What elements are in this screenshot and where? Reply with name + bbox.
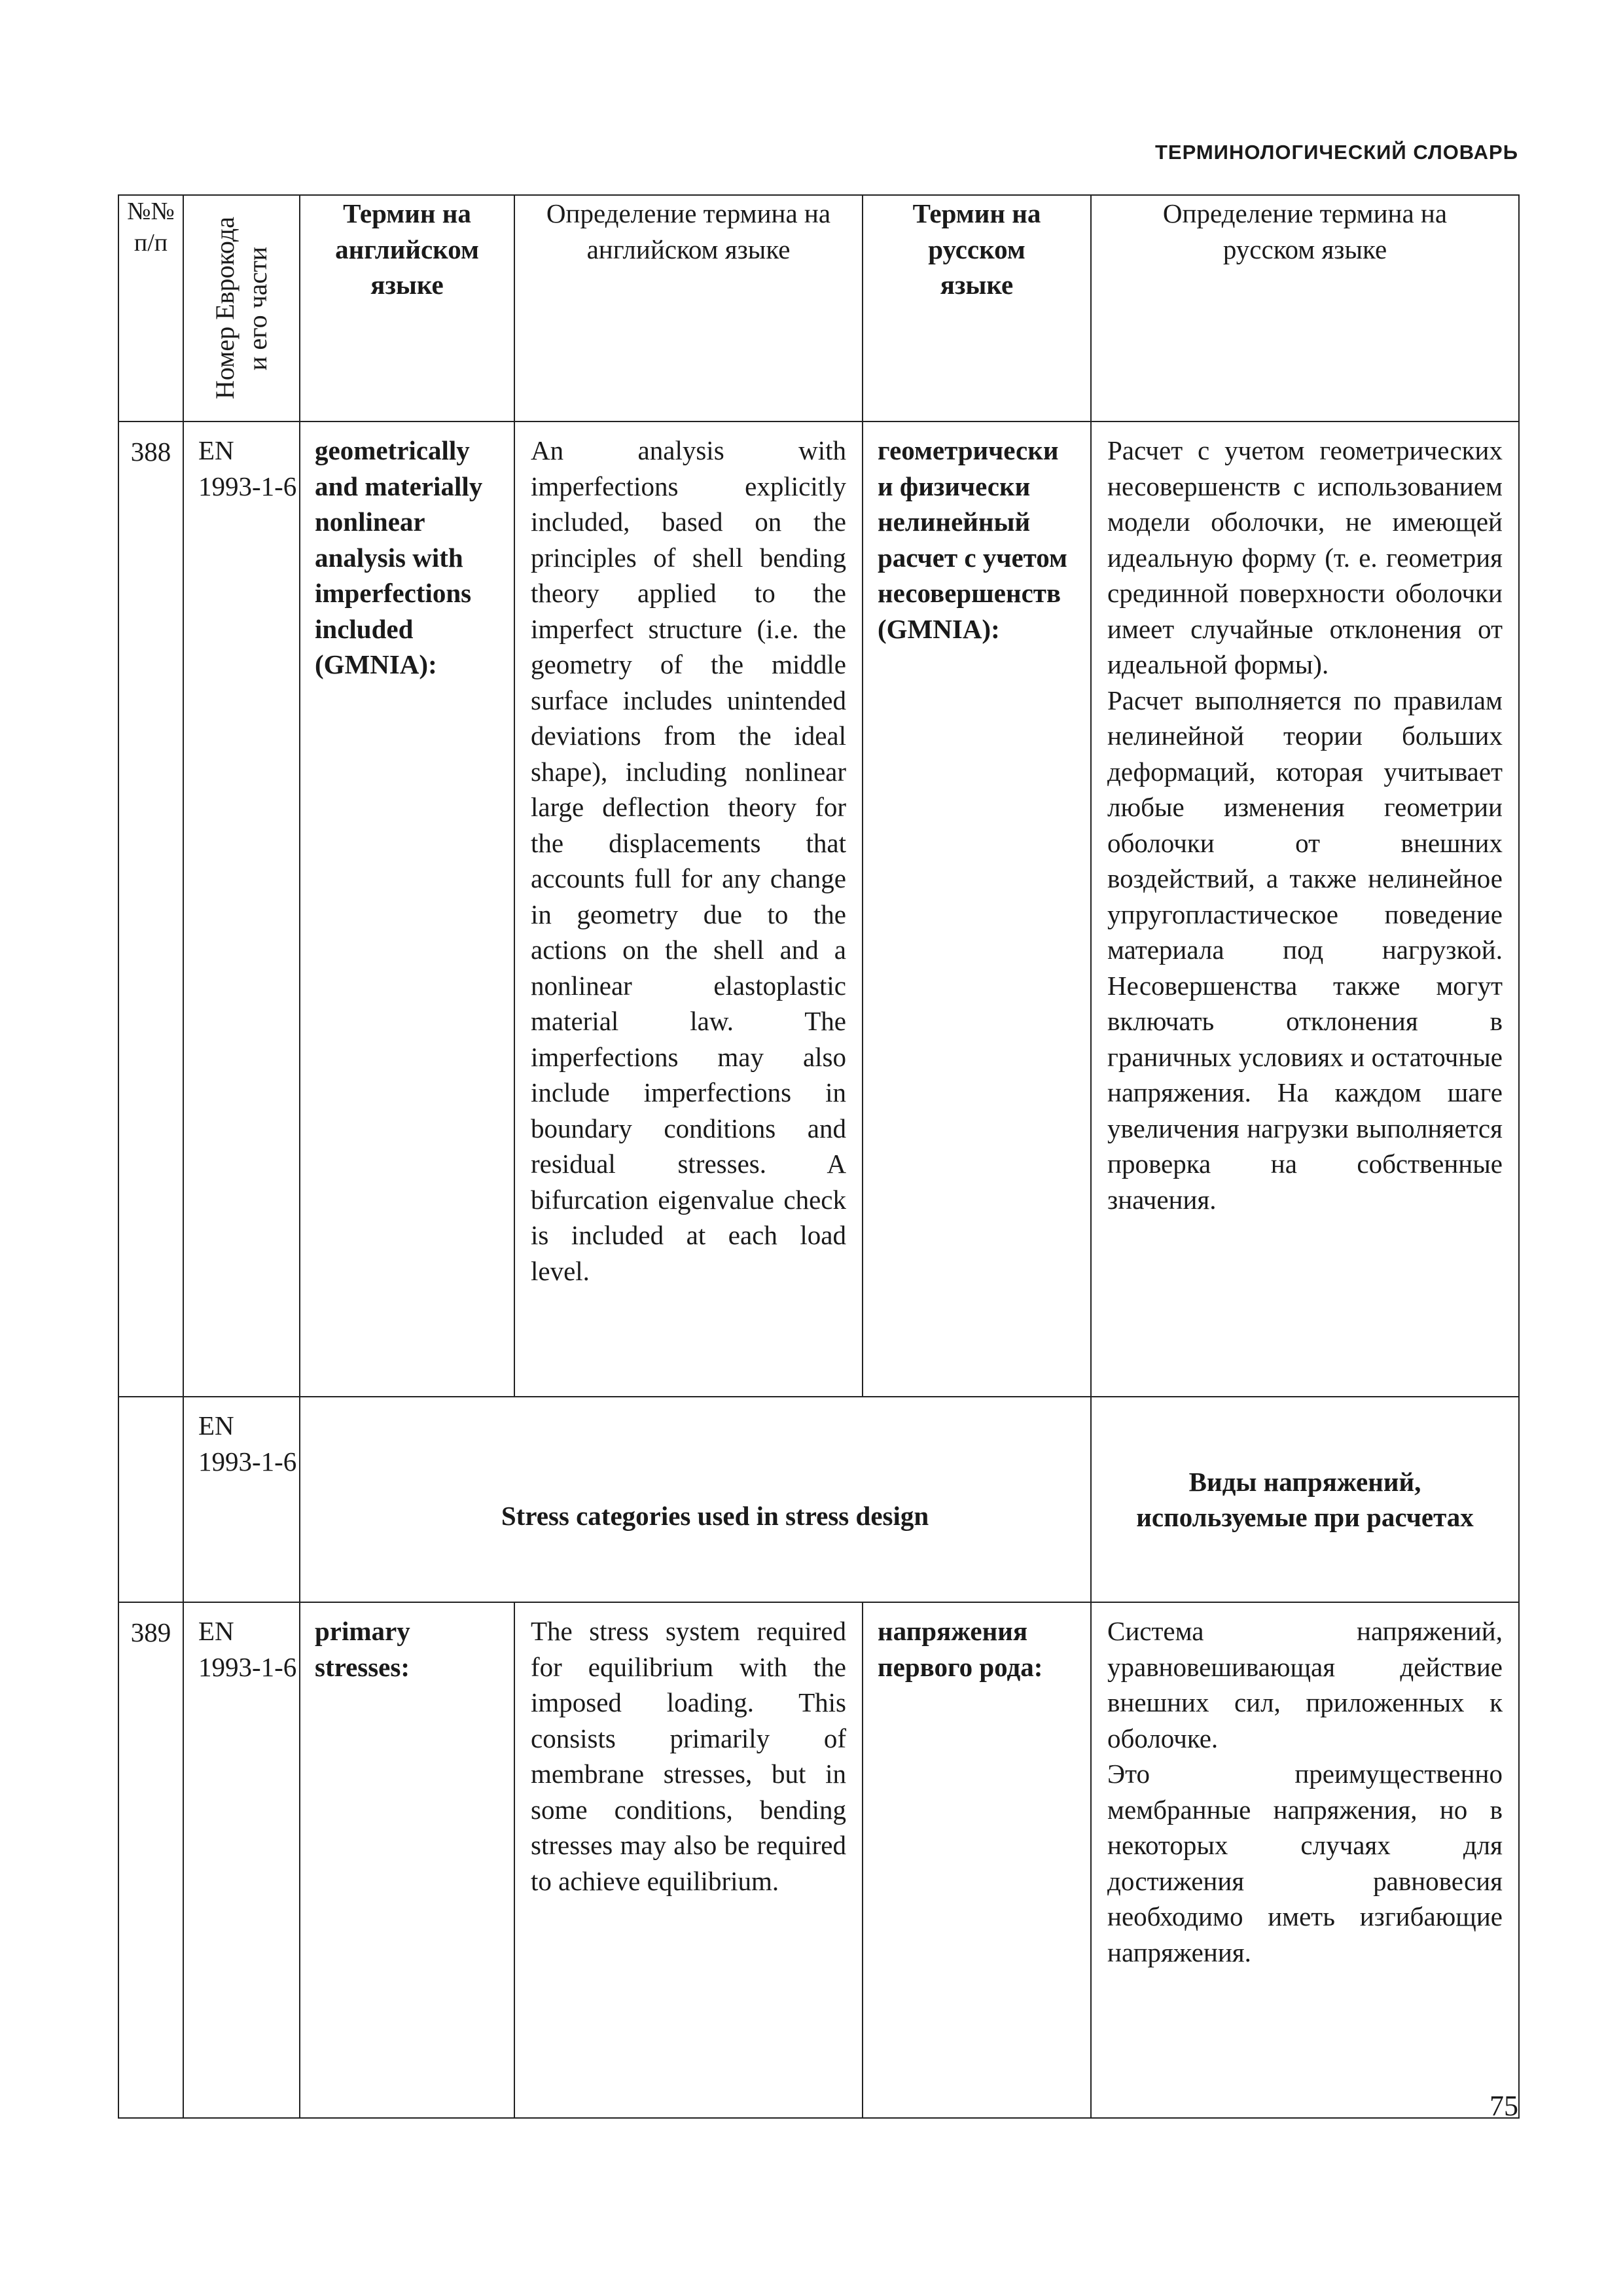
- entry-def-en-text: An analysis with imperfections explicitly included, based on the principles of shell bending theory applied to the imperfect structure (i.e. the geometry of the middle surface includes unintended deviations from the ideal shape), including nonlinear large deflection theory for the displacements that accounts full for any change in geometry due to the actions on the shell and a nonlinear elastoplastic material law. The imperfections may also include imperfections in boundary conditions and residual stresses. A bifurcation eigenvalue check is included at each load level.: [531, 435, 846, 1286]
- entry-def-ru-p2: Расчет выполняется по правилам нелинейной теории больших деформаций, которая учитывает любые изменения геометрии оболочки от внешних воздействий, а также нелинейное упругопластическое поведение материала под нагрузкой. Несовершенства также могут включать отклонения в граничных условиях и остаточные напряжения. На каждом шаге увеличения нагрузки выполняется проверка на собственные значения.: [1107, 685, 1503, 1215]
- entry-num: 389: [118, 1602, 183, 2118]
- entry-def-ru-p1: Расчет с учетом геометрических несовершенств с использованием модели оболочки, не имеющей идеальную форму (т. е. геометрия срединной поверхности оболочки имеет случайные отклонения от идеальной формы).: [1107, 435, 1503, 679]
- entry-term-en: primary stresses:: [300, 1602, 514, 2118]
- header-code: Номер Еврокода и его части: [210, 217, 272, 400]
- table-header-row: [118, 195, 1519, 422]
- entry-num: 388: [118, 422, 183, 1397]
- entry-term-ru: геометрически и физически нелинейный расчет с учетом несовершенств (GMNIA):: [863, 422, 1091, 1397]
- section-title-en-cell: [300, 1397, 1091, 1602]
- section-num-empty: [118, 1397, 183, 1602]
- table-row: [118, 1602, 1519, 2118]
- section-code: EN 1993-1-6: [183, 1397, 300, 1602]
- page-number: 75: [1489, 2090, 1518, 2122]
- entry-code: EN 1993-1-6: [183, 1602, 300, 2118]
- entry-def-ru: [1091, 422, 1519, 1397]
- running-head: ТЕРМИНОЛОГИЧЕСКИЙ СЛОВАРЬ: [1154, 141, 1518, 164]
- glossary-table: [118, 194, 1520, 2119]
- header-def-ru: Определение термина на русском языке: [1091, 195, 1519, 422]
- section-title-ru-cell: [1091, 1397, 1519, 1602]
- table-row: [118, 422, 1519, 1397]
- entry-term-ru: напряжения первого рода:: [863, 1602, 1091, 2118]
- header-term-en: Термин на английском языке: [300, 195, 514, 422]
- entry-def-ru-p1: Система напряжений, уравновешивающая действие внешних сил, приложенных к оболочке.: [1107, 1616, 1503, 1753]
- entry-def-en: [514, 1602, 863, 2118]
- entry-def-en: [514, 422, 863, 1397]
- section-title-ru: Виды напряжений, используемые при расчетах: [1136, 1466, 1474, 1532]
- header-num: №№ п/п: [118, 195, 183, 422]
- entry-term-en: geometrically and materially nonlinear analysis with imperfections included (GMNIA):: [300, 422, 514, 1397]
- section-title-en: Stress categories used in stress design: [501, 1500, 929, 1531]
- header-code-cell: [183, 195, 300, 422]
- entry-def-ru-p2: Это преимущественно мембранные напряжения, но в некоторых случаях для достижения равновесия необходимо иметь изгибающие напряжения.: [1107, 1759, 1503, 1967]
- entry-def-en-text: The stress system required for equilibrium with the imposed loading. This consists primarily of membrane stresses, but in some conditions, bending stresses may also be required to achieve equilibrium.: [531, 1616, 846, 1896]
- section-row: [118, 1397, 1519, 1602]
- entry-def-ru: [1091, 1602, 1519, 2118]
- header-term-ru: Термин на русском языке: [863, 195, 1091, 422]
- entry-code: EN 1993-1-6: [183, 422, 300, 1397]
- header-def-en: Определение термина на английском языке: [514, 195, 863, 422]
